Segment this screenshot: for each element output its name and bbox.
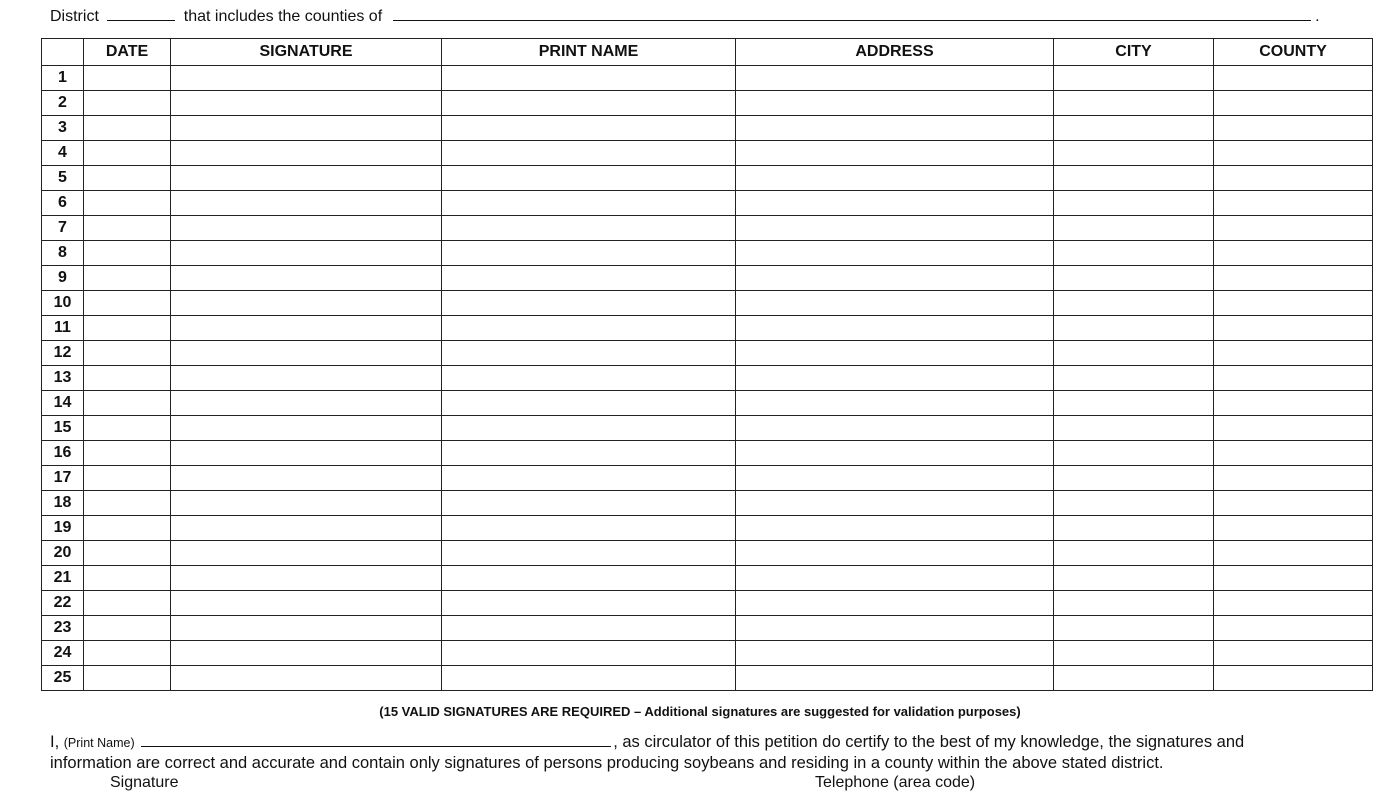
table-row (42, 516, 1373, 541)
print-name-cell[interactable] (442, 166, 736, 191)
address-cell[interactable] (736, 166, 1054, 191)
address-cell[interactable] (736, 416, 1054, 441)
signature-table (41, 38, 1373, 691)
county-cell[interactable] (1214, 666, 1373, 691)
print-name-cell[interactable] (442, 566, 736, 591)
signature-cell[interactable] (171, 541, 442, 566)
print-name-cell[interactable] (442, 491, 736, 516)
city-cell[interactable] (1054, 366, 1214, 391)
table-row (42, 291, 1373, 316)
address-cell[interactable] (736, 591, 1054, 616)
date-cell[interactable] (84, 266, 171, 291)
address-cell[interactable] (736, 516, 1054, 541)
city-cell[interactable] (1054, 316, 1214, 341)
print-name-cell[interactable] (442, 116, 736, 141)
signature-cell[interactable] (171, 266, 442, 291)
date-cell[interactable] (84, 291, 171, 316)
table-row (42, 191, 1373, 216)
table-row (42, 491, 1373, 516)
print-name-cell[interactable] (442, 366, 736, 391)
print-name-cell[interactable] (442, 316, 736, 341)
table-row (42, 116, 1373, 141)
signature-cell[interactable] (171, 441, 442, 466)
date-cell[interactable] (84, 241, 171, 266)
print-name-cell[interactable] (442, 666, 736, 691)
county-cell[interactable] (1214, 166, 1373, 191)
address-cell[interactable] (736, 266, 1054, 291)
signature-cell[interactable] (171, 191, 442, 216)
signature-cell[interactable] (171, 591, 442, 616)
table-row (42, 341, 1373, 366)
print-name-cell[interactable] (442, 241, 736, 266)
row-number: 5 (42, 166, 84, 191)
signature-cell[interactable] (171, 166, 442, 191)
row-number: 4 (42, 141, 84, 166)
date-cell[interactable] (84, 566, 171, 591)
signature-cell[interactable] (171, 491, 442, 516)
row-number: 3 (42, 116, 84, 141)
county-cell[interactable] (1214, 441, 1373, 466)
certification-statement (50, 732, 1370, 773)
county-cell[interactable] (1214, 416, 1373, 441)
county-cell[interactable] (1214, 116, 1373, 141)
table-row (42, 666, 1373, 691)
county-cell[interactable] (1214, 541, 1373, 566)
print-name-cell[interactable] (442, 466, 736, 491)
column-header-signature: SIGNATURE (171, 39, 442, 66)
table-header-row (42, 39, 1373, 66)
print-name-cell[interactable] (442, 341, 736, 366)
signature-label: Signature (110, 774, 179, 791)
cert-text-line2: information are correct and accurate and contain only signatures of persons producing soybeans and residing in a county within the above stated district. (50, 754, 1164, 772)
column-header-print-name: PRINT NAME (442, 39, 736, 66)
column-header-county: COUNTY (1214, 39, 1373, 66)
table-row (42, 641, 1373, 666)
cert-text-line1: , as circulator of this petition do certify to the best of my knowledge, the signatures and (613, 733, 1245, 751)
table-row (42, 441, 1373, 466)
table-row (42, 316, 1373, 341)
address-cell[interactable] (736, 466, 1054, 491)
address-cell[interactable] (736, 341, 1054, 366)
signature-cell[interactable] (171, 91, 442, 116)
address-cell[interactable] (736, 291, 1054, 316)
print-name-cell[interactable] (442, 441, 736, 466)
address-cell[interactable] (736, 91, 1054, 116)
county-cell[interactable] (1214, 141, 1373, 166)
table-row (42, 466, 1373, 491)
address-cell[interactable] (736, 666, 1054, 691)
row-number: 24 (42, 641, 84, 666)
county-cell[interactable] (1214, 566, 1373, 591)
row-number: 20 (42, 541, 84, 566)
county-cell[interactable] (1214, 191, 1373, 216)
city-cell[interactable] (1054, 466, 1214, 491)
county-cell[interactable] (1214, 591, 1373, 616)
address-cell[interactable] (736, 616, 1054, 641)
address-cell[interactable] (736, 366, 1054, 391)
city-cell[interactable] (1054, 91, 1214, 116)
address-cell[interactable] (736, 566, 1054, 591)
signature-cell[interactable] (171, 641, 442, 666)
date-cell[interactable] (84, 416, 171, 441)
row-number: 10 (42, 291, 84, 316)
row-number: 25 (42, 666, 84, 691)
date-cell[interactable] (84, 441, 171, 466)
city-cell[interactable] (1054, 291, 1214, 316)
print-name-cell[interactable] (442, 416, 736, 441)
print-name-cell[interactable] (442, 141, 736, 166)
county-cell[interactable] (1214, 291, 1373, 316)
city-cell[interactable] (1054, 616, 1214, 641)
date-cell[interactable] (84, 316, 171, 341)
row-number: 14 (42, 391, 84, 416)
table-row (42, 566, 1373, 591)
address-cell[interactable] (736, 216, 1054, 241)
address-cell[interactable] (736, 141, 1054, 166)
city-cell[interactable] (1054, 141, 1214, 166)
row-number: 8 (42, 241, 84, 266)
table-row (42, 266, 1373, 291)
county-cell[interactable] (1214, 366, 1373, 391)
row-number: 12 (42, 341, 84, 366)
row-number: 2 (42, 91, 84, 116)
table-row (42, 166, 1373, 191)
table-row (42, 416, 1373, 441)
address-cell[interactable] (736, 316, 1054, 341)
city-cell[interactable] (1054, 666, 1214, 691)
date-cell[interactable] (84, 91, 171, 116)
county-cell[interactable] (1214, 266, 1373, 291)
city-cell[interactable] (1054, 116, 1214, 141)
county-cell[interactable] (1214, 466, 1373, 491)
telephone-line (815, 774, 975, 792)
table-row (42, 366, 1373, 391)
city-cell[interactable] (1054, 491, 1214, 516)
table-row (42, 541, 1373, 566)
date-cell[interactable] (84, 166, 171, 191)
table-row (42, 66, 1373, 91)
signature-cell[interactable] (171, 316, 442, 341)
city-cell[interactable] (1054, 341, 1214, 366)
signature-cell[interactable] (171, 216, 442, 241)
city-cell[interactable] (1054, 241, 1214, 266)
date-cell[interactable] (84, 391, 171, 416)
row-number: 13 (42, 366, 84, 391)
table-row (42, 91, 1373, 116)
city-cell[interactable] (1054, 591, 1214, 616)
row-number: 22 (42, 591, 84, 616)
signature-cell[interactable] (171, 666, 442, 691)
address-cell[interactable] (736, 66, 1054, 91)
column-header-address: ADDRESS (736, 39, 1054, 66)
address-cell[interactable] (736, 391, 1054, 416)
signature-cell[interactable] (171, 116, 442, 141)
print-name-cell[interactable] (442, 391, 736, 416)
row-number: 23 (42, 616, 84, 641)
signature-cell[interactable] (171, 416, 442, 441)
county-cell[interactable] (1214, 641, 1373, 666)
county-cell[interactable] (1214, 316, 1373, 341)
city-cell[interactable] (1054, 641, 1214, 666)
signature-cell[interactable] (171, 616, 442, 641)
signature-cell[interactable] (171, 341, 442, 366)
print-name-cell[interactable] (442, 541, 736, 566)
print-name-cell[interactable] (442, 66, 736, 91)
county-cell[interactable] (1214, 516, 1373, 541)
city-cell[interactable] (1054, 441, 1214, 466)
print-name-cell[interactable] (442, 616, 736, 641)
signature-cell[interactable] (171, 241, 442, 266)
requirement-note: (15 VALID SIGNATURES ARE REQUIRED – Additional signatures are suggested for validation purposes) (379, 704, 1021, 719)
date-cell[interactable] (84, 366, 171, 391)
county-cell[interactable] (1214, 391, 1373, 416)
print-name-label: (Print Name) (63, 736, 135, 750)
city-cell[interactable] (1054, 191, 1214, 216)
city-cell[interactable] (1054, 166, 1214, 191)
date-cell[interactable] (84, 341, 171, 366)
column-header-number (42, 39, 84, 66)
signature-cell[interactable] (171, 291, 442, 316)
city-cell[interactable] (1054, 516, 1214, 541)
date-cell[interactable] (84, 216, 171, 241)
signature-cell[interactable] (171, 66, 442, 91)
row-number: 11 (42, 316, 84, 341)
county-cell[interactable] (1214, 241, 1373, 266)
table-row (42, 616, 1373, 641)
city-cell[interactable] (1054, 566, 1214, 591)
print-name-cell[interactable] (442, 91, 736, 116)
circulator-name-field[interactable] (141, 732, 611, 747)
row-number: 9 (42, 266, 84, 291)
signature-cell[interactable] (171, 391, 442, 416)
address-cell[interactable] (736, 491, 1054, 516)
city-cell[interactable] (1054, 266, 1214, 291)
table-row (42, 391, 1373, 416)
county-cell[interactable] (1214, 491, 1373, 516)
print-name-cell[interactable] (442, 216, 736, 241)
cert-lead: I, (50, 733, 60, 751)
date-cell[interactable] (84, 591, 171, 616)
address-cell[interactable] (736, 241, 1054, 266)
print-name-cell[interactable] (442, 191, 736, 216)
print-name-cell[interactable] (442, 641, 736, 666)
period: . (1315, 8, 1320, 25)
signature-cell[interactable] (171, 566, 442, 591)
date-cell[interactable] (84, 666, 171, 691)
row-number: 7 (42, 216, 84, 241)
county-cell[interactable] (1214, 616, 1373, 641)
table-row (42, 216, 1373, 241)
district-line (50, 6, 1320, 26)
row-number: 18 (42, 491, 84, 516)
counties-label: that includes the counties of (183, 8, 383, 25)
date-cell[interactable] (84, 516, 171, 541)
city-cell[interactable] (1054, 541, 1214, 566)
counties-field[interactable] (393, 6, 1311, 21)
print-name-cell[interactable] (442, 591, 736, 616)
city-cell[interactable] (1054, 216, 1214, 241)
row-number: 1 (42, 66, 84, 91)
row-number: 21 (42, 566, 84, 591)
table-row (42, 241, 1373, 266)
row-number: 19 (42, 516, 84, 541)
date-cell[interactable] (84, 541, 171, 566)
print-name-cell[interactable] (442, 516, 736, 541)
county-cell[interactable] (1214, 216, 1373, 241)
county-cell[interactable] (1214, 91, 1373, 116)
district-label: District (50, 8, 99, 25)
date-cell[interactable] (84, 116, 171, 141)
county-cell[interactable] (1214, 66, 1373, 91)
date-cell[interactable] (84, 466, 171, 491)
column-header-date: DATE (84, 39, 171, 66)
signature-line (110, 774, 179, 792)
city-cell[interactable] (1054, 66, 1214, 91)
address-cell[interactable] (736, 441, 1054, 466)
address-cell[interactable] (736, 116, 1054, 141)
telephone-label: Telephone (area code) (815, 774, 976, 791)
date-cell[interactable] (84, 491, 171, 516)
date-cell[interactable] (84, 616, 171, 641)
county-cell[interactable] (1214, 341, 1373, 366)
signature-cell[interactable] (171, 466, 442, 491)
address-cell[interactable] (736, 641, 1054, 666)
column-header-city: CITY (1054, 39, 1214, 66)
address-cell[interactable] (736, 191, 1054, 216)
table-row (42, 591, 1373, 616)
table-row (42, 141, 1373, 166)
signature-cell[interactable] (171, 141, 442, 166)
date-cell[interactable] (84, 66, 171, 91)
address-cell[interactable] (736, 541, 1054, 566)
row-number: 15 (42, 416, 84, 441)
city-cell[interactable] (1054, 416, 1214, 441)
row-number: 16 (42, 441, 84, 466)
signature-cell[interactable] (171, 366, 442, 391)
row-number: 6 (42, 191, 84, 216)
city-cell[interactable] (1054, 391, 1214, 416)
signature-cell[interactable] (171, 516, 442, 541)
date-cell[interactable] (84, 641, 171, 666)
print-name-cell[interactable] (442, 266, 736, 291)
district-number-field[interactable] (107, 6, 175, 21)
date-cell[interactable] (84, 141, 171, 166)
row-number: 17 (42, 466, 84, 491)
print-name-cell[interactable] (442, 291, 736, 316)
date-cell[interactable] (84, 191, 171, 216)
